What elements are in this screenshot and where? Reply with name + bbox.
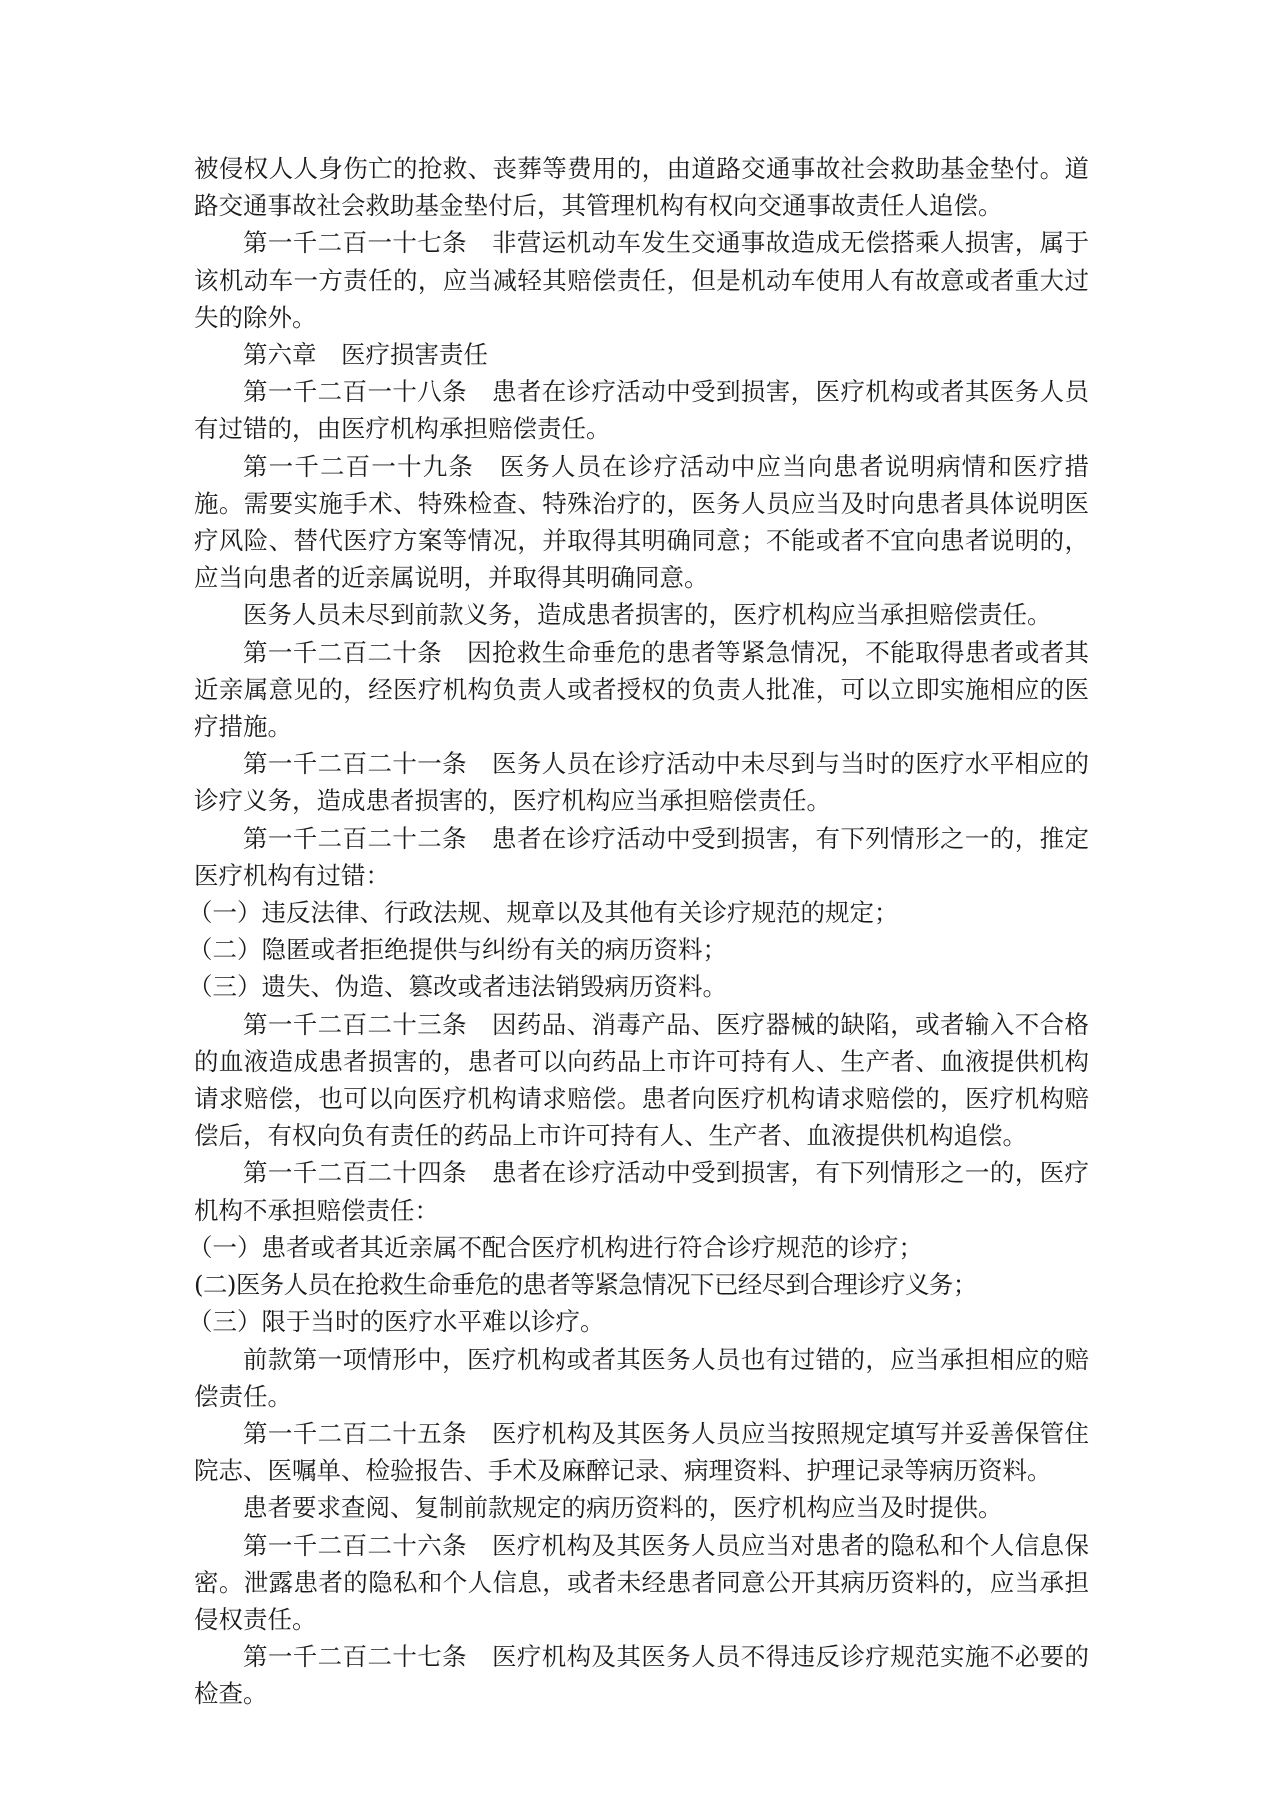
article-1224-item-2: (二)医务人员在抢救生命垂危的患者等紧急情况下已经尽到合理诊疗义务； xyxy=(194,1270,977,1300)
article-1223: 第一千二百二十三条 因药品、消毒产品、医疗器械的缺陷，或者输入不合格的血液造成患者损害的，患者可以向药品上市许可持有人、生产者、血液提供机构请求赔偿，也可以向医疗机构请求赔偿。患者向医疗机构请求赔偿的，医疗机构赔偿后，有权向负有责任的药品上市许可持有人、生产者、血液提供机构追偿。 xyxy=(194,1009,1089,1151)
chapter-6-heading: 第六章 医疗损害责任 xyxy=(243,340,488,370)
article-1222-item-3: （三）遗失、伪造、篡改或者违法销毁病历资料。 xyxy=(188,972,727,1002)
article-1217: 第一千二百一十七条 非营运机动车发生交通事故造成无偿搭乘人损害，属于该机动车一方责任的，应当减轻其赔偿责任，但是机动车使用人有故意或者重大过失的除外。 xyxy=(194,228,1089,332)
article-1219-clause-2: 医务人员未尽到前款义务，造成患者损害的，医疗机构应当承担赔偿责任。 xyxy=(243,600,1052,630)
article-1220: 第一千二百二十条 因抢救生命垂危的患者等紧急情况，不能取得患者或者其近亲属意见的，经医疗机构负责人或者授权的负责人批准，可以立即实施相应的医疗措施。 xyxy=(194,637,1089,742)
article-1225: 第一千二百二十五条 医疗机构及其医务人员应当按照规定填写并妥善保管住院志、医嘱单、检验报告、手术及麻醉记录、病理资料、护理记录等病历资料。 xyxy=(194,1418,1089,1486)
article-1225-clause-2: 患者要求查阅、复制前款规定的病历资料的，医疗机构应当及时提供。 xyxy=(243,1493,1003,1523)
article-1226: 第一千二百二十六条 医疗机构及其医务人员应当对患者的隐私和个人信息保密。泄露患者的隐私和个人信息，或者未经患者同意公开其病历资料的，应当承担侵权责任。 xyxy=(194,1530,1089,1634)
article-1224-clause-2: 前款第一项情形中，医疗机构或者其医务人员也有过错的，应当承担相应的赔偿责任。 xyxy=(194,1344,1089,1411)
article-1222-item-2: （二）隐匿或者拒绝提供与纠纷有关的病历资料； xyxy=(188,935,727,965)
article-1222: 第一千二百二十二条 患者在诊疗活动中受到损害，有下列情形之一的，推定医疗机构有过错： xyxy=(194,823,1089,890)
article-1224-item-1: （一）患者或者其近亲属不配合医疗机构进行符合诊疗规范的诊疗； xyxy=(188,1232,923,1262)
article-1221: 第一千二百二十一条 医务人员在诊疗活动中未尽到与当时的医疗水平相应的诊疗义务，造成患者损害的，医疗机构应当承担赔偿责任。 xyxy=(194,749,1089,816)
article-1222-item-1: （一）违反法律、行政法规、规章以及其他有关诊疗规范的规定； xyxy=(188,898,899,928)
article-1227: 第一千二百二十七条 医疗机构及其医务人员不得违反诊疗规范实施不必要的检查。 xyxy=(194,1642,1089,1709)
article-1219: 第一千二百一十九条 医务人员在诊疗活动中应当向患者说明病情和医疗措施。需要实施手术、特殊检查、特殊治疗的，医务人员应当及时向患者具体说明医疗风险、替代医疗方案等情况，并取得其明确同意；不能或者不宜向患者说明的，应当向患者的近亲属说明，并取得其明确同意。 xyxy=(194,451,1089,593)
document-page xyxy=(188,150,1089,1713)
article-1224: 第一千二百二十四条 患者在诊疗活动中受到损害，有下列情形之一的，医疗机构不承担赔偿责任： xyxy=(194,1158,1089,1225)
article-1224-item-3: （三）限于当时的医疗水平难以诊疗。 xyxy=(188,1307,605,1337)
article-1218: 第一千二百一十八条 患者在诊疗活动中受到损害，医疗机构或者其医务人员有过错的，由医疗机构承担赔偿责任。 xyxy=(194,377,1089,444)
paragraph-compensation-fund: 被侵权人人身伤亡的抢救、丧葬等费用的，由道路交通事故社会救助基金垫付。道路交通事故社会救助基金垫付后，其管理机构有权向交通事故责任人追偿。 xyxy=(194,154,1089,221)
